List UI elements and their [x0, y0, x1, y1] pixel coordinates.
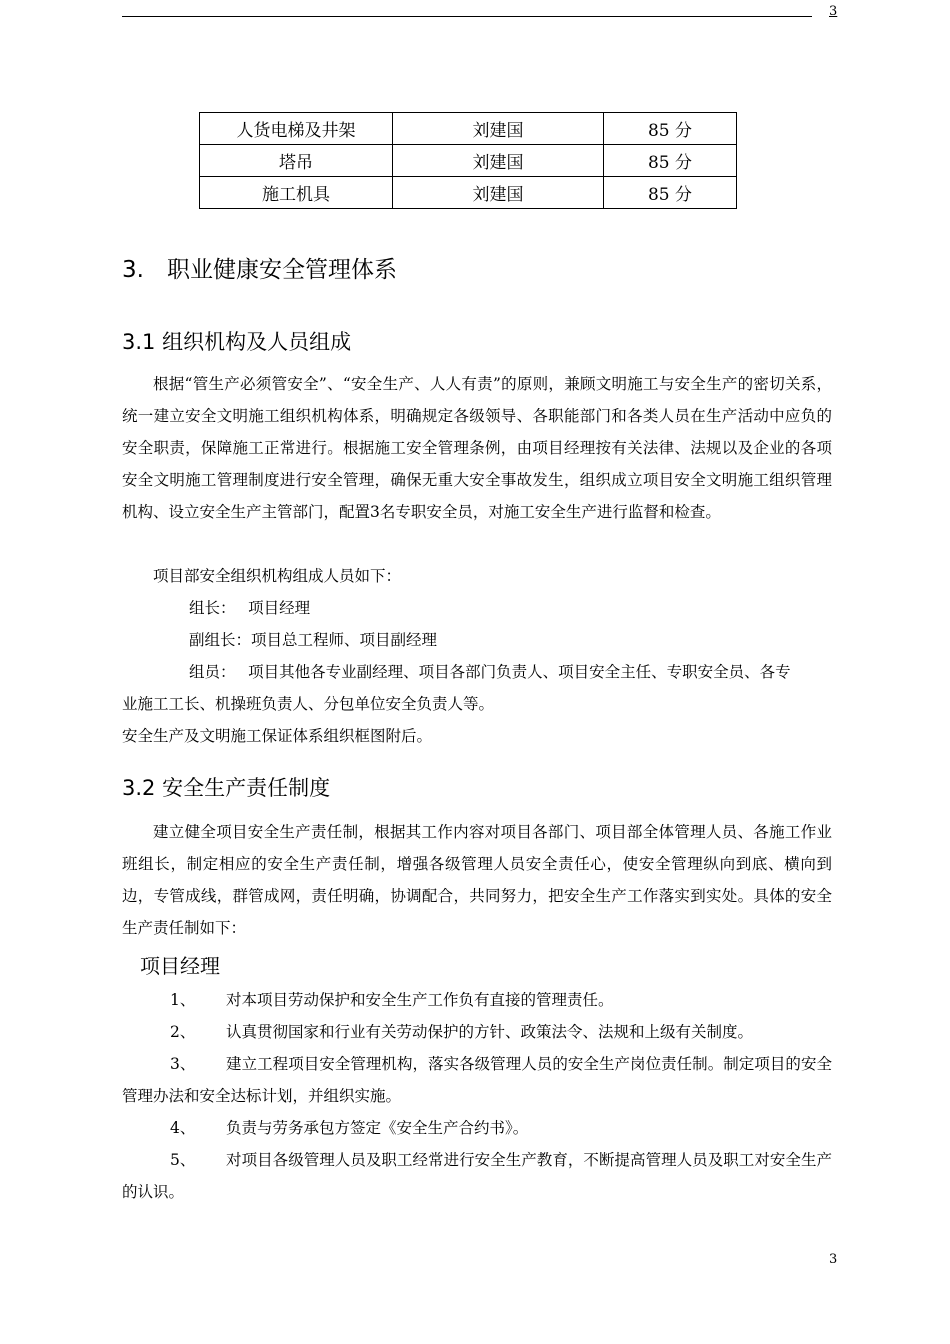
list-item-text: 建立工程项目安全管理机构，落实各级管理人员的安全生产岗位责任制。制定项目的安全管理办法和安全达标计划，并组织实施。 — [122, 1055, 832, 1105]
header-page-number: 3 — [829, 4, 838, 19]
list-item — [122, 1048, 832, 1112]
header-rule — [122, 16, 812, 17]
list-item-number: 5、 — [170, 1151, 196, 1169]
table-row — [200, 113, 737, 145]
table-row — [200, 145, 737, 177]
list-item-text: 负责与劳务承包方签定《安全生产合约书》。 — [226, 1119, 529, 1137]
list-item-number: 2、 — [170, 1023, 196, 1041]
subsection-heading-3-1: 3.1 组织机构及人员组成 — [122, 330, 352, 354]
table-cell-item: 施工机具 — [200, 177, 393, 209]
table-cell-item: 人货电梯及井架 — [200, 113, 393, 145]
table-cell-person: 刘建国 — [393, 145, 604, 177]
list-item-text: 对项目各级管理人员及职工经常进行安全生产教育，不断提高管理人员及职工对安全生产的认识。 — [122, 1151, 832, 1201]
table-cell-score: 85 分 — [604, 177, 737, 209]
list-item-number: 3、 — [170, 1055, 196, 1073]
table-cell-score: 85 分 — [604, 145, 737, 177]
table-cell-item: 塔吊 — [200, 145, 393, 177]
vice-leader-line: 副组长：项目总工程师、项目副经理 — [189, 631, 438, 649]
leader-line: 组长： 项目经理 — [189, 599, 311, 617]
role-heading: 项目经理 — [140, 954, 220, 978]
table-row — [200, 177, 737, 209]
list-item — [122, 1016, 832, 1048]
chart-note: 安全生产及文明施工保证体系组织框图附后。 — [122, 727, 433, 745]
table-cell-person: 刘建国 — [393, 113, 604, 145]
list-item — [122, 1144, 832, 1208]
list-item — [122, 984, 832, 1016]
paragraph-responsibility: 建立健全项目安全生产责任制，根据其工作内容对项目各部门、项目部全体管理人员、各施工作业班组长，制定相应的安全生产责任制，增强各级管理人员安全责任心，使安全管理纵向到底、横向到边，专管成线，群管成网，责任明确，协调配合，共同努力，把安全生产工作落实到实处。具体的安全生产责任制如下： — [122, 823, 832, 937]
members-line: 组员： 项目其他各专业副经理、项目各部门负责人、项目安全主任、专职安全员、各专 — [189, 663, 791, 681]
list-item-number: 4、 — [170, 1119, 196, 1137]
list-item — [122, 1112, 832, 1144]
members-intro: 项目部安全组织机构组成人员如下： — [153, 567, 402, 585]
score-table — [199, 112, 737, 209]
list-item-number: 1、 — [170, 991, 196, 1009]
section-heading: 3. 职业健康安全管理体系 — [122, 257, 397, 283]
members-line-continued: 业施工工长、机操班负责人、分包单位安全负责人等。 — [122, 695, 495, 713]
footer-page-number: 3 — [829, 1252, 838, 1267]
list-item-text: 认真贯彻国家和行业有关劳动保护的方针、政策法令、法规和上级有关制度。 — [226, 1023, 754, 1041]
table-cell-person: 刘建国 — [393, 177, 604, 209]
paragraph-organization: 根据“管生产必须管安全”、“安全生产、人人有责”的原则，兼顾文明施工与安全生产的密切关系，统一建立安全文明施工组织机构体系，明确规定各级领导、各职能部门和各类人员在生产活动中应负的安全职责，保障施工正常进行。根据施工安全管理条例，由项目经理按有关法律、法规以及企业的各项安全文明施工管理制度进行安全管理，确保无重大安全事故发生，组织成立项目安全文明施工组织管理机构、设立安全生产主管部门，配置3名专职安全员，对施工安全生产进行监督和检查。 — [122, 375, 832, 521]
list-item-text: 对本项目劳动保护和安全生产工作负有直接的管理责任。 — [226, 991, 614, 1009]
table-cell-score: 85 分 — [604, 113, 737, 145]
subsection-heading-3-2: 3.2 安全生产责任制度 — [122, 776, 331, 800]
